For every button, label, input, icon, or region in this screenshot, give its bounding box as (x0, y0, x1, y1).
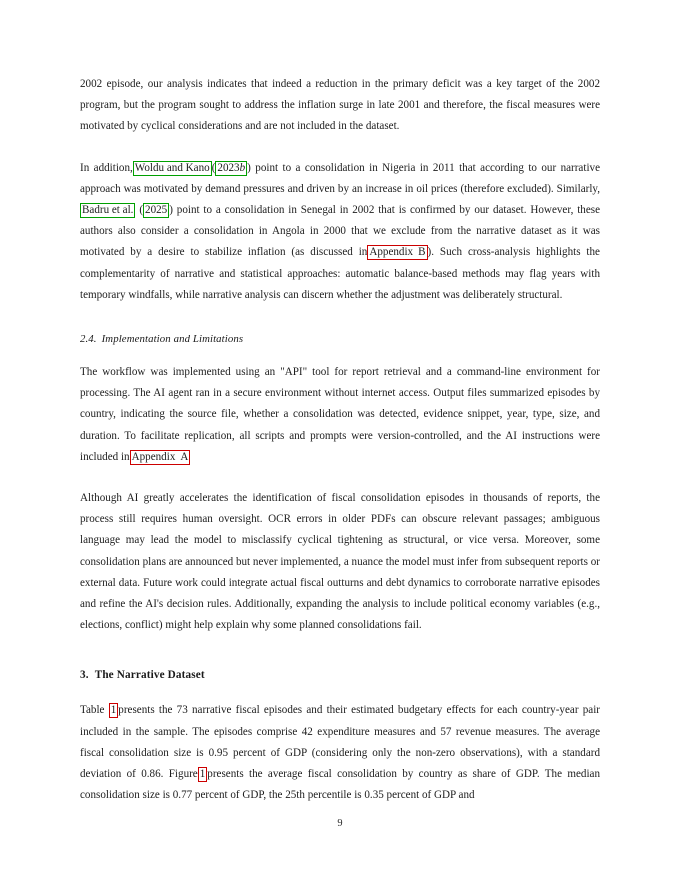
reference-label: Appendix (131, 450, 176, 463)
page-content (80, 74, 600, 806)
paragraph-text: Although AI greatly accelerates the identification of fiscal consolidation episodes in thousands of reports, the process still requires human oversight. OCR errors in older PDFs can obscure relevant passages; ambiguous language may lead the model to misclassify cyclical tightening as structural, or vice versa. Moreover, some consolidation plans are announced but never implemented, a nuance the model must infer from subsequent reports or external data. Future work could integrate actual fiscal outturns and debt dynamics to corroborate narrative episodes and refine the AI's decision rules. Additionally, expanding the analysis to include political economy variables (e.g., elections, conflict) might help explain why some planned consolidations fail. (80, 492, 600, 632)
reference-target: A (180, 450, 189, 463)
paren-close: ) (247, 161, 251, 174)
text-segment: The workflow was implemented using an "API" tool for report retrieval and a command-line environment for processing. The AI agent ran in a secure environment without internet access. Output files summarized episodes by country, indicating the source file, whether a consolidation was detected, evidence snippet, year, type, size, and duration. To facilitate replication, all scripts and prompts were version-controlled, and the AI instructions were included in (80, 366, 600, 463)
section-number: 3. (80, 669, 89, 682)
paragraph-continuation (80, 74, 600, 138)
reference-link-appendix-b[interactable] (367, 245, 427, 260)
reference-target: B (418, 246, 426, 259)
text-segment: Table (80, 704, 105, 717)
heading-subsection-2-4 (80, 330, 600, 348)
citation-year-suffix: b (239, 161, 246, 174)
paragraph-limitations (80, 488, 600, 636)
paren-open: ( (139, 204, 144, 217)
citation-link-badru[interactable]: Badru et al. (82, 204, 134, 217)
text-segment: In addition, (80, 161, 133, 174)
reference-label: Appendix (369, 246, 414, 259)
text-segment: ). Such cross-analysis highlights the complementarity of narrative and statistical approaches: automatic balance-based methods may flag years with temporary windfalls, while narrative analysis can discern whether the adjustment was deliberately structural. (80, 246, 600, 301)
subsection-number: 2.4. (80, 333, 97, 346)
heading-section-3 (80, 666, 600, 684)
reference-link-table-1[interactable]: 1 (110, 704, 117, 717)
section-title: The Narrative Dataset (94, 669, 205, 682)
page-number: 9 (337, 818, 343, 829)
text-segment: presents the 73 narrative fiscal episodes and their estimated budgetary effects for each country-year pair included in the sample. The episodes comprise 42 expenditure measures and 57 revenue measures. The average fiscal consolidation size is 0.95 percent of GDP (considering only the non-zero observations), with a standard deviation of 0.86. Figure (80, 704, 600, 781)
text-segment: point to a consolidation in Senegal in 2002 that is confirmed by our dataset. However, these authors also consider a consolidation in Angola in 2000 that we exclude from the narrative dataset as it was motivated by a desire to stabilize inflation (as discussed in (80, 204, 600, 259)
citation-link-woldu-kano[interactable]: Woldu and Kano (134, 161, 210, 174)
citation-year-link-2025[interactable]: 2025 (145, 204, 168, 217)
paragraph-workflow (80, 362, 600, 468)
paren-close: ) (169, 204, 173, 217)
text-segment: point to a consolidation in Nigeria in 2011 that according to our narrative approach was motivated by demand pressures and driven by an increase in oil prices (therefore excluded). Similarly, (80, 161, 600, 195)
citation-year-link-2023b[interactable] (215, 161, 247, 176)
paragraph-dataset-summary (80, 700, 600, 806)
reference-link-appendix-a[interactable] (130, 450, 191, 465)
text-segment: presents the average fiscal consolidation by country as share of GDP. The median consolidation size is 0.77 percent of GDP, the 25th percentile is 0.35 percent of GDP and (80, 768, 600, 802)
citation-year: 2023 (217, 161, 240, 174)
paragraph-text: 2002 episode, our analysis indicates that indeed a reduction in the primary deficit was a key target of the 2002 program, but the program sought to address the inflation surge in late 2001 and therefore, the fiscal measures were motivated by cyclical considerations and are not included in the dataset. (80, 78, 600, 133)
reference-link-figure-1[interactable]: 1 (199, 768, 206, 781)
paren-open: ( (211, 161, 216, 174)
subsection-title: Implementation and Limitations (101, 333, 244, 346)
paragraph-cross-analysis (80, 158, 600, 306)
